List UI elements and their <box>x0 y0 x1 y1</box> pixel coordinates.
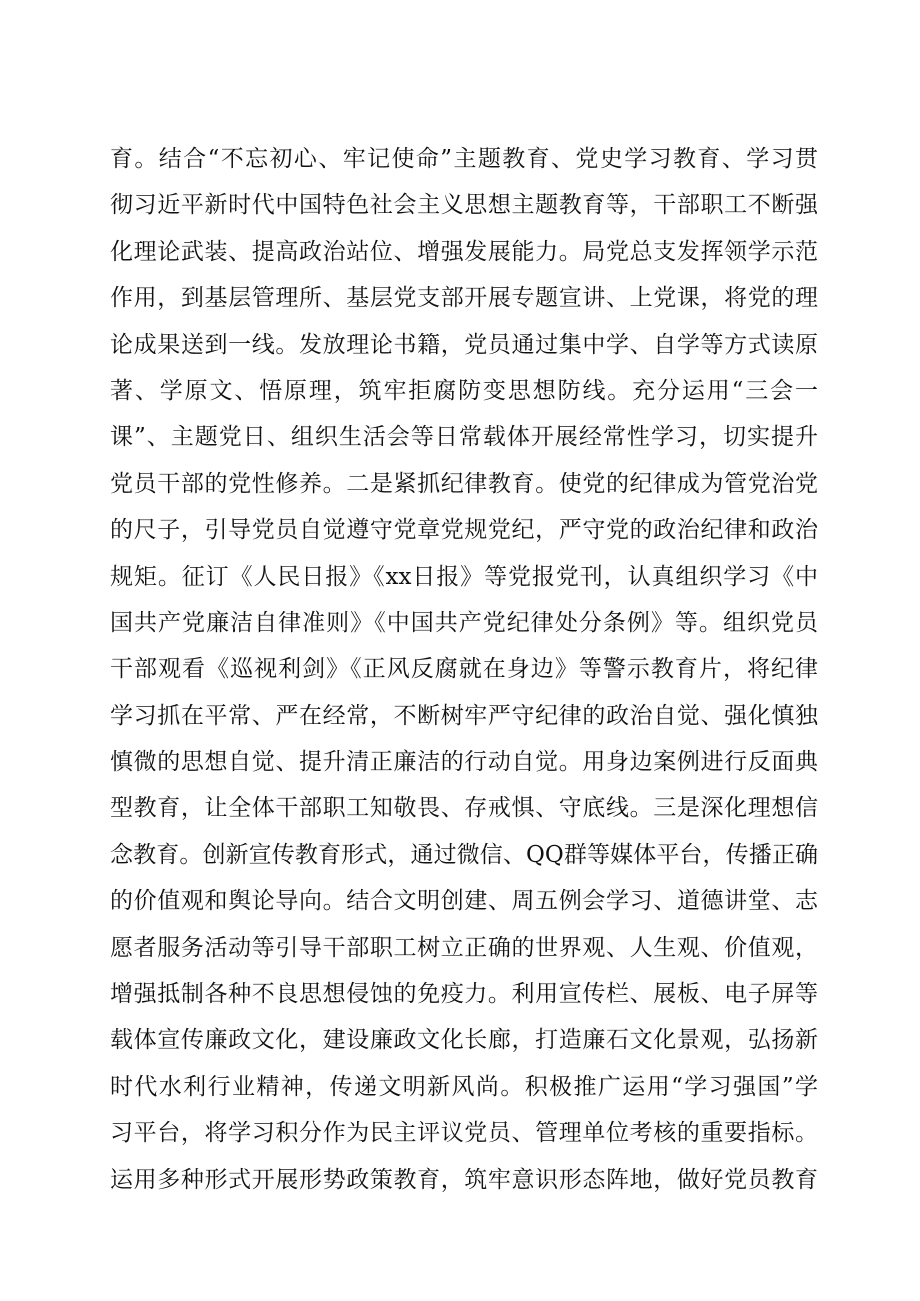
text-line: 愿者服务活动等引导干部职工树立正确的世界观、人生观、价值观， <box>110 934 818 961</box>
text-line: 著、学原文、悟原理，筑牢拒腐防变思想防线。充分运用“三会一 <box>110 377 818 404</box>
text-line: 习平台，将学习积分作为民主评议党员、管理单位考核的重要指标。 <box>110 1120 818 1147</box>
text-line: 的价值观和舆论导向。结合文明创建、周五例会学习、道德讲堂、志 <box>110 888 818 915</box>
text-line: 作用，到基层管理所、基层党支部开展专题宣讲、上党课，将党的理 <box>110 285 818 312</box>
text-line: 增强抵制各种不良思想侵蚀的免疫力。利用宣传栏、展板、电子屏等 <box>110 981 818 1008</box>
text-line: 国共产党廉洁自律准则》《中国共产党纪律处分条例》等。组织党员 <box>110 609 818 636</box>
text-line: 运用多种形式开展形势政策教育，筑牢意识形态阵地，做好党员教育 <box>110 1166 818 1193</box>
text-line: 论成果送到一线。发放理论书籍，党员通过集中学、自学等方式读原 <box>110 331 818 358</box>
text-line: 念教育。创新宣传教育形式，通过微信、QQ群等媒体平台，传播正确 <box>110 841 818 868</box>
text-line: 干部观看《巡视利剑》《正风反腐就在身边》等警示教育片，将纪律 <box>110 656 818 683</box>
text-line: 化理论武装、提高政治站位、增强发展能力。局党总支发挥领学示范 <box>110 238 818 265</box>
text-line: 时代水利行业精神，传递文明新风尚。积极推广运用“学习强国”学 <box>110 1073 818 1100</box>
text-line: 规矩。征订《人民日报》《xx日报》等党报党刊，认真组织学习《中 <box>110 563 818 590</box>
text-line: 彻习近平新时代中国特色社会主义思想主题教育等，干部职工不断强 <box>110 192 818 219</box>
text-line: 载体宣传廉政文化，建设廉政文化长廊，打造廉石文化景观，弘扬新 <box>110 1027 818 1054</box>
text-line: 学习抓在平常、严在经常，不断树牢严守纪律的政治自觉、强化慎独 <box>110 702 818 729</box>
body-paragraph <box>110 136 818 1203</box>
text-line: 课”、主题党日、组织生活会等日常载体开展经常性学习，切实提升 <box>110 424 818 451</box>
text-line: 育。结合“不忘初心、牢记使命”主题教育、党史学习教育、学习贯 <box>110 146 818 172</box>
text-line: 慎微的思想自觉、提升清正廉洁的行动自觉。用身边案例进行反面典 <box>110 749 818 776</box>
text-line: 的尺子，引导党员自觉遵守党章党规党纪，严守党的政治纪律和政治 <box>110 517 818 544</box>
text-line: 党员干部的党性修养。二是紧抓纪律教育。使党的纪律成为管党治党 <box>110 470 818 497</box>
text-line: 型教育，让全体干部职工知敬畏、存戒惧、守底线。三是深化理想信 <box>110 795 818 822</box>
